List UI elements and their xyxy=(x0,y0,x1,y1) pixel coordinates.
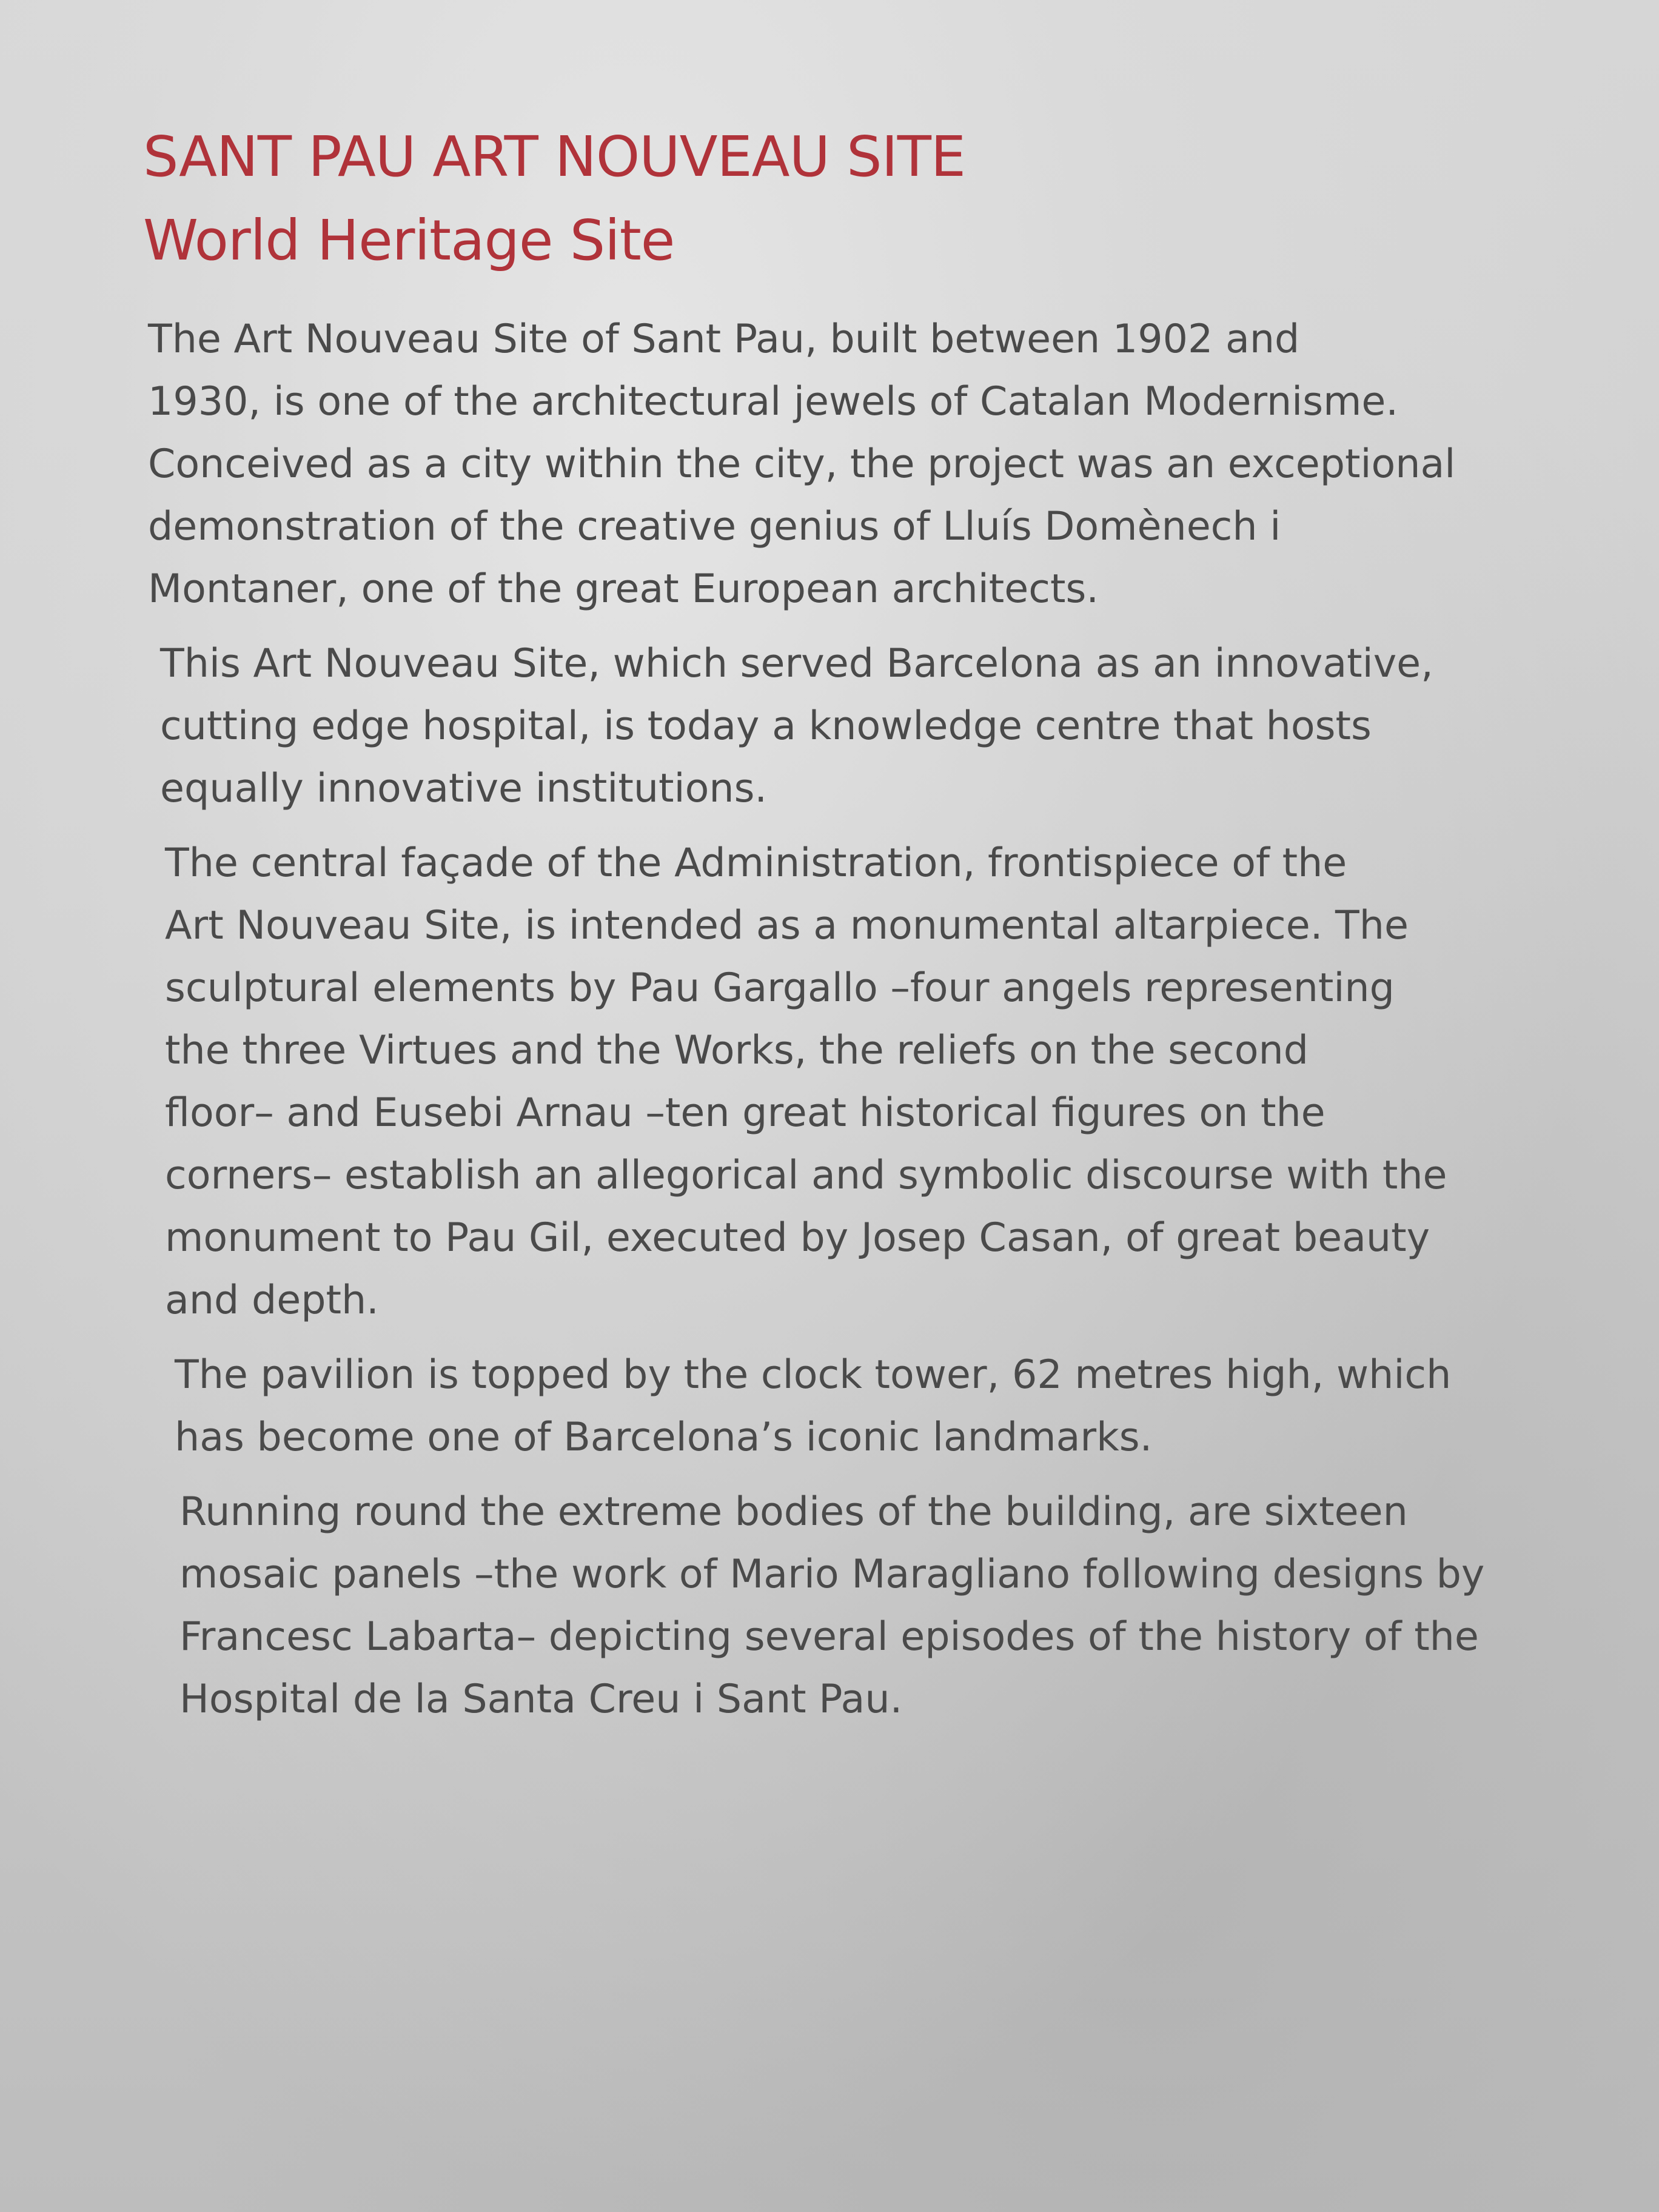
sign-subtitle: World Heritage Site xyxy=(143,208,675,273)
paragraph-clock-tower: The pavilion is topped by the clock tower, 62 metres high, which has become one of Barcelona’s iconic landmarks. xyxy=(175,1352,1452,1460)
paragraph-knowledge-centre: This Art Nouveau Site, which served Barcelona as an innovative, cutting edge hospital, is today a knowledge centre that hosts equally innovative institutions. xyxy=(160,641,1433,811)
paragraph-facade: The central façade of the Administration, frontispiece of the Art Nouveau Site, is intended as a monumental altarpiece. The sculptural elements by Pau Gargallo –four angels representing the three Virtues and the Works, the reliefs on the second floor– and Eusebi Arnau –ten great historical figures on the corners– establish an allegorical and symbolic discourse with the monument to Pau Gil, executed by Josep Casan, of great beauty and depth. xyxy=(165,840,1447,1323)
paragraph-mosaic-panels: Running round the extreme bodies of the building, are sixteen mosaic panels –the work of Mario Maragliano following designs by Francesc Labarta– depicting several episodes of the history of the Hospital de la Santa Creu i Sant Pau. xyxy=(179,1489,1485,1722)
sign-title: SANT PAU ART NOUVEAU SITE xyxy=(143,124,966,189)
sign-body xyxy=(148,308,1579,1743)
paragraph-history: The Art Nouveau Site of Sant Pau, built between 1902 and 1930, is one of the architectural jewels of Catalan Modernisme. Conceived as a city within the city, the project was an exceptional demonstration of the creative genius of Lluís Domènech i Montaner, one of the great European architects. xyxy=(148,317,1456,612)
sign-heading xyxy=(143,115,965,283)
